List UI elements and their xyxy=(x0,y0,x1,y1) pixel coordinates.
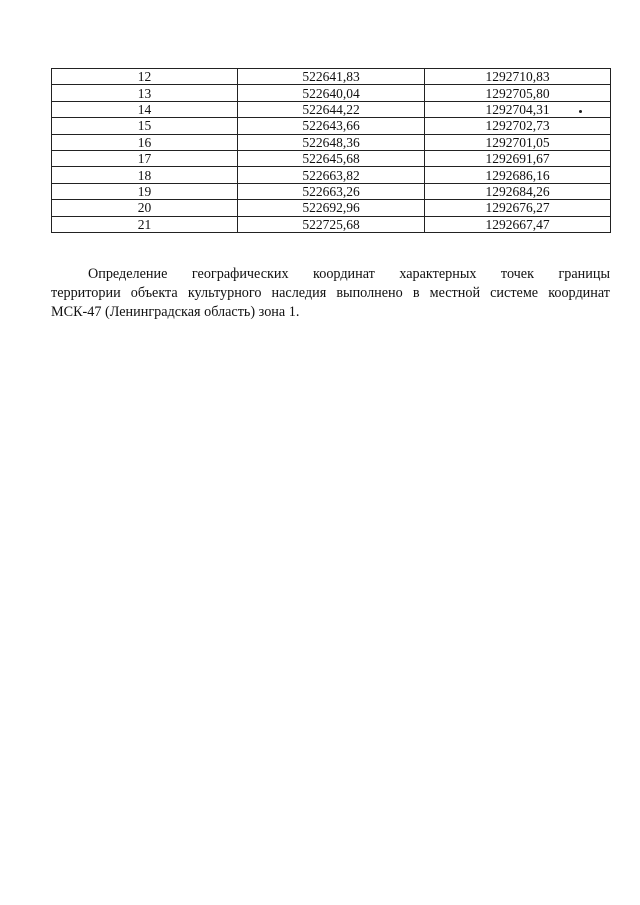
stray-mark xyxy=(579,110,582,113)
y-coordinate-cell: 1292667,47 xyxy=(425,216,611,232)
y-coordinate-cell: 1292691,67 xyxy=(425,150,611,166)
point-number-cell: 16 xyxy=(52,134,238,150)
note-line-2: территории объекта культурного наследия выполнено в местной системе координат xyxy=(51,285,610,301)
table-row xyxy=(52,150,611,166)
table-row xyxy=(52,200,611,216)
y-coordinate-cell: 1292702,73 xyxy=(425,118,611,134)
point-number-cell: 18 xyxy=(52,167,238,183)
table-row xyxy=(52,183,611,199)
point-number-cell: 12 xyxy=(52,69,238,85)
y-coordinate-cell: 1292686,16 xyxy=(425,167,611,183)
note-line-3: МСК-47 (Ленинградская область) зона 1. xyxy=(51,304,300,320)
x-coordinate-cell: 522663,82 xyxy=(238,167,425,183)
y-coordinate-cell: 1292676,27 xyxy=(425,200,611,216)
table-row xyxy=(52,85,611,101)
table-row xyxy=(52,134,611,150)
point-number-cell: 17 xyxy=(52,150,238,166)
point-number-cell: 19 xyxy=(52,183,238,199)
note-line-1: Определение географических координат характерных точек границы xyxy=(88,266,610,282)
table-row xyxy=(52,118,611,134)
table-row xyxy=(52,101,611,117)
x-coordinate-cell: 522640,04 xyxy=(238,85,425,101)
table-row xyxy=(52,69,611,85)
x-coordinate-cell: 522725,68 xyxy=(238,216,425,232)
table-row xyxy=(52,167,611,183)
point-number-cell: 15 xyxy=(52,118,238,134)
coordinate-system-note xyxy=(51,265,610,322)
y-coordinate-cell: 1292705,80 xyxy=(425,85,611,101)
point-number-cell: 13 xyxy=(52,85,238,101)
x-coordinate-cell: 522641,83 xyxy=(238,69,425,85)
point-number-cell: 14 xyxy=(52,101,238,117)
x-coordinate-cell: 522645,68 xyxy=(238,150,425,166)
coordinates-table xyxy=(51,68,611,233)
x-coordinate-cell: 522648,36 xyxy=(238,134,425,150)
y-coordinate-cell: 1292684,26 xyxy=(425,183,611,199)
point-number-cell: 21 xyxy=(52,216,238,232)
y-coordinate-cell: 1292704,31 xyxy=(425,101,611,117)
table-row xyxy=(52,216,611,232)
x-coordinate-cell: 522644,22 xyxy=(238,101,425,117)
x-coordinate-cell: 522643,66 xyxy=(238,118,425,134)
coordinates-table-body xyxy=(52,69,611,233)
point-number-cell: 20 xyxy=(52,200,238,216)
y-coordinate-cell: 1292710,83 xyxy=(425,69,611,85)
y-coordinate-cell: 1292701,05 xyxy=(425,134,611,150)
x-coordinate-cell: 522692,96 xyxy=(238,200,425,216)
x-coordinate-cell: 522663,26 xyxy=(238,183,425,199)
